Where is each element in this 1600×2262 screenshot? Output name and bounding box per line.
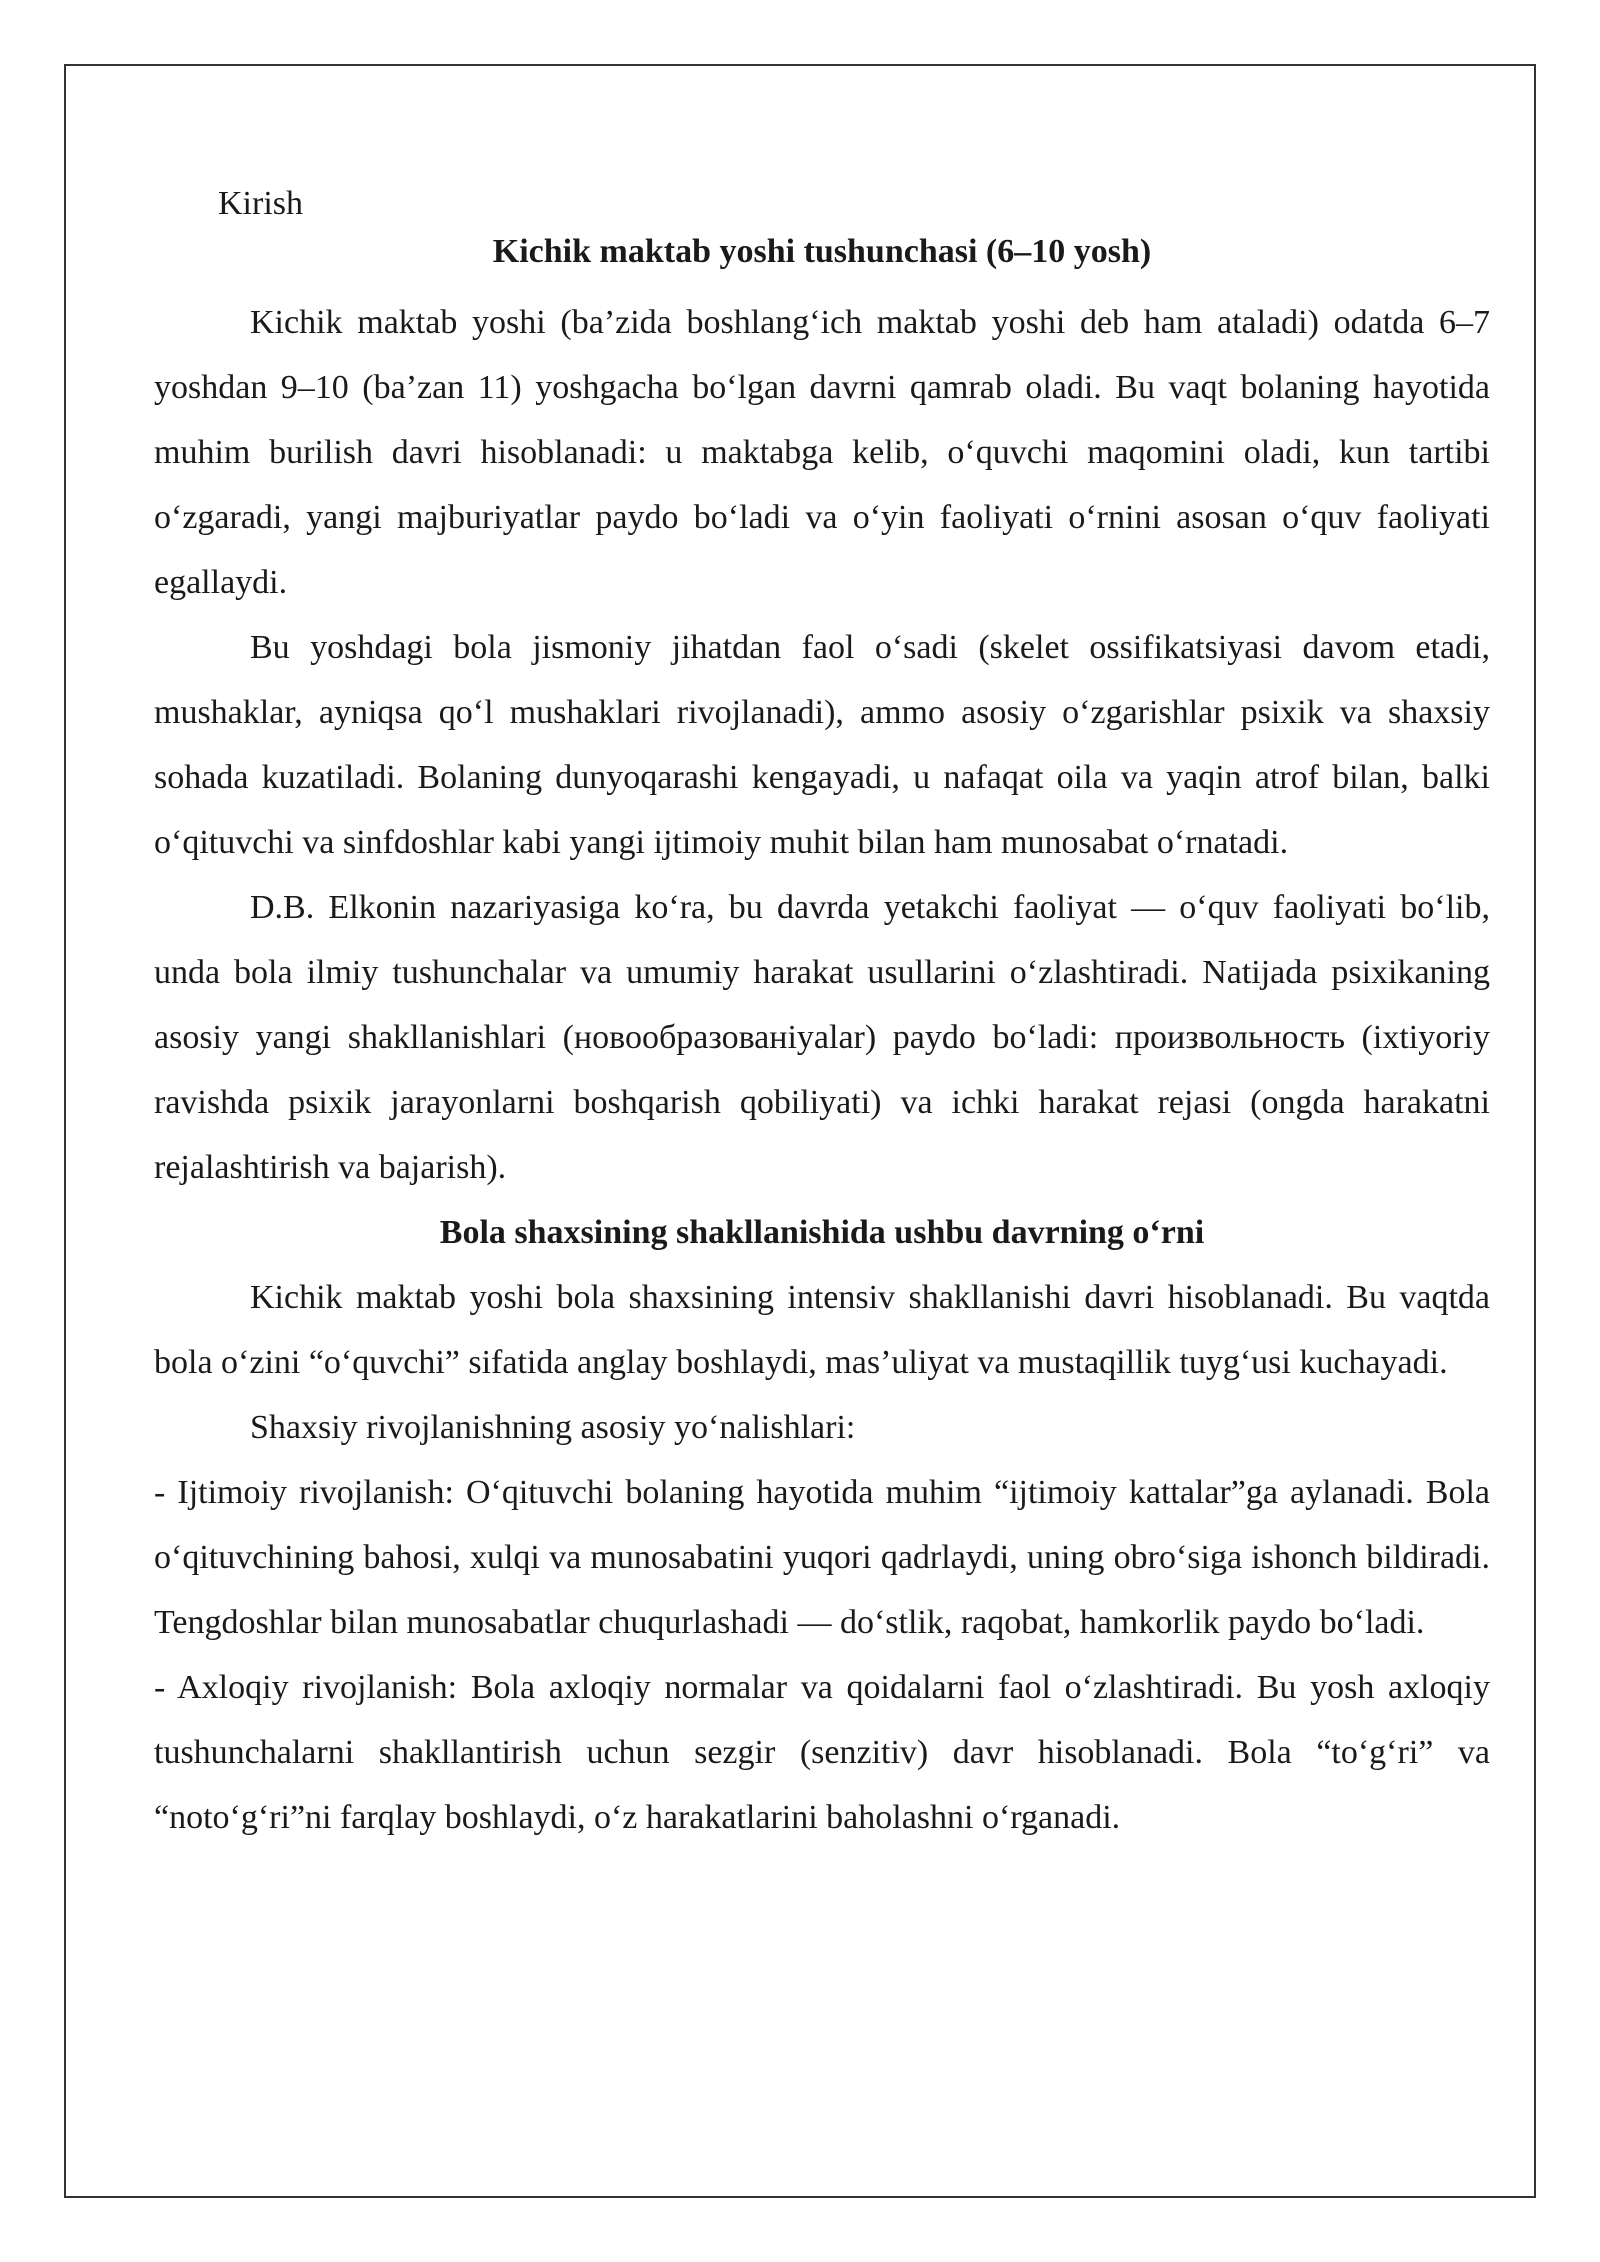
paragraph-physical-development: Bu yoshdagi bola jismoniy jihatdan faol o‘sadi (skelet ossifikatsiyasi davom etadi, mushaklar, ayniqsa qo‘l mushaklari rivojlanadi), ammo asosiy o‘zgarishlar psixik va shaxsiy sohada kuzatiladi. Bolaning dunyoqarashi kengayadi, u nafaqat oila va yaqin atrof bilan, balki o‘qituvchi va sinfdoshlar kabi yangi ijtimoiy muhit bilan ham munosabat o‘rnatadi. xyxy=(154,629,1490,861)
section-heading-personality-role: Bola shaxsining shakllanishida ushbu davrning o‘rni xyxy=(439,1214,1205,1251)
intro-label: Kirish xyxy=(218,185,303,222)
paragraph-directions-intro: Shaxsiy rivojlanishning asosiy yo‘nalishlari: xyxy=(250,1409,856,1446)
document-body xyxy=(154,180,1490,1850)
paragraph-elkonin-theory: D.B. Elkonin nazariyasiga ko‘ra, bu davrda yetakchi faoliyat — o‘quv faoliyati bo‘lib, unda bola ilmiy tushunchalar va umumiy harakat usullarini o‘zlashtiradi. Natijada psixikaning asosiy yangi shakllanishlari (новообразованiyalar) paydo bo‘ladi: произвольность (ixtiyoriy ravishda psixik jarayonlarni boshqarish qobiliyati) va ichki harakat rejasi (ongda harakatni rejalashtirish va bajarish). xyxy=(154,889,1490,1186)
paragraph-intensive-formation: Kichik maktab yoshi bola shaxsining intensiv shakllanishi davri hisoblanadi. Bu vaqtda bola o‘zini “o‘quvchi” sifatida anglay boshlaydi, mas’uliyat va mustaqillik tuyg‘usi kuchayadi. xyxy=(154,1279,1490,1381)
section-heading-age-concept: Kichik maktab yoshi tushunchasi (6–10 yosh) xyxy=(492,233,1152,270)
list-item-social-development: - Ijtimoiy rivojlanish: O‘qituvchi bolaning hayotida muhim “ijtimoiy kattalar”ga aylanadi. Bola o‘qituvchining bahosi, xulqi va munosabatini yuqori qadrlaydi, uning obro‘siga ishonch bildiradi. Tengdoshlar bilan munosabatlar chuqurlashadi — do‘stlik, raqobat, hamkorlik paydo bo‘ladi. xyxy=(154,1474,1490,1641)
paragraph-age-definition: Kichik maktab yoshi (ba’zida boshlang‘ich maktab yoshi deb ham ataladi) odatda 6–7 yoshdan 9–10 (ba’zan 11) yoshgacha bo‘lgan davrni qamrab oladi. Bu vaqt bolaning hayotida muhim burilish davri hisoblanadi: u maktabga kelib, o‘quvchi maqomini oladi, kun tartibi o‘zgaradi, yangi majburiyatlar paydo bo‘ladi va o‘yin faoliyati o‘rnini asosan o‘quv faoliyati egallaydi. xyxy=(154,304,1490,601)
list-item-moral-development: - Axloqiy rivojlanish: Bola axloqiy normalar va qoidalarni faol o‘zlashtiradi. Bu yosh axloqiy tushunchalarni shakllantirish uchun sezgir (senzitiv) davr hisoblanadi. Bola “to‘g‘ri” va “noto‘g‘ri”ni farqlay boshlaydi, o‘z harakatlarini baholashni o‘rganadi. xyxy=(154,1669,1490,1836)
